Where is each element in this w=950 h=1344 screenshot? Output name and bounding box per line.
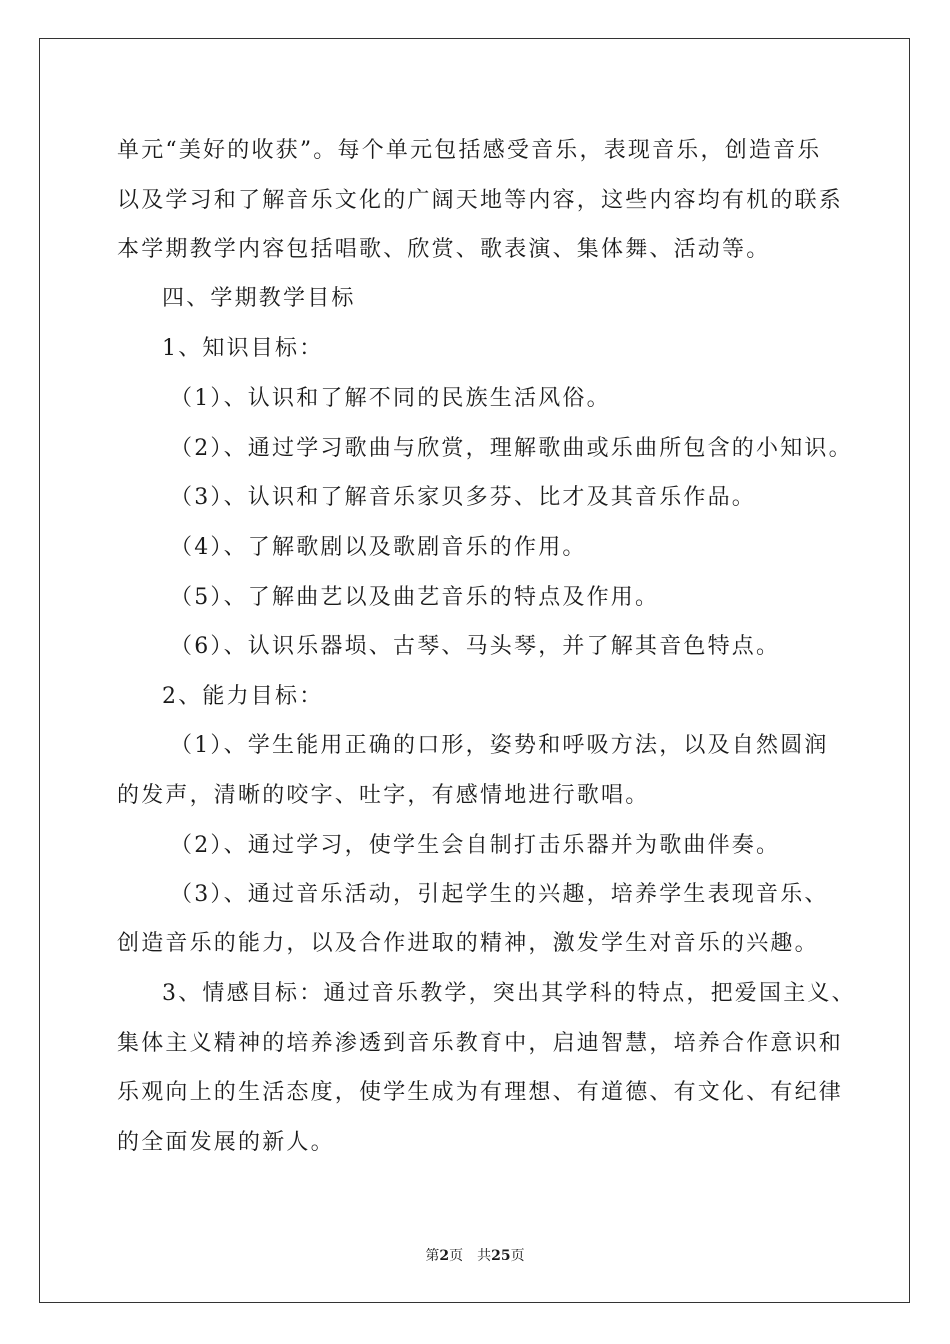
paragraph-line: 的发声，清晰的咬字、吐字，有感情地进行歌唱。 <box>117 783 650 808</box>
page-prefix: 第 <box>425 1248 440 1264</box>
paragraph-line: 集体主义精神的培养渗透到音乐教育中，启迪智慧，培养合作意识和 <box>117 1031 844 1056</box>
page-suffix: 页 <box>449 1248 464 1264</box>
list-item: （3）、通过音乐活动，引起学生的兴趣，培养学生表现音乐、 <box>170 882 829 907</box>
paragraph-line: 单元“美好的收获”。每个单元包括感受音乐，表现音乐，创造音乐 <box>117 138 822 163</box>
paragraph-line: 的全面发展的新人。 <box>117 1130 335 1155</box>
subsection-heading: 1、知识目标： <box>162 336 324 361</box>
list-item: （3）、认识和了解音乐家贝多芬、比才及其音乐作品。 <box>170 485 756 510</box>
list-item: （2）、通过学习，使学生会自制打击乐器并为歌曲伴奏。 <box>170 833 781 858</box>
list-item: （2）、通过学习歌曲与欣赏，理解歌曲或乐曲所包含的小知识。 <box>170 436 853 461</box>
section-heading: 四、学期教学目标 <box>162 286 356 311</box>
page-number: 2 <box>439 1248 450 1264</box>
paragraph-line: 乐观向上的生活态度，使学生成为有理想、有道德、有文化、有纪律 <box>117 1080 844 1105</box>
page-footer <box>0 1247 950 1265</box>
subsection-heading: 2、能力目标： <box>162 684 324 709</box>
list-item: （4）、了解歌剧以及歌剧音乐的作用。 <box>170 535 587 560</box>
paragraph-line: 本学期教学内容包括唱歌、欣赏、歌表演、集体舞、活动等。 <box>117 237 771 262</box>
paragraph-line: 以及学习和了解音乐文化的广阔天地等内容，这些内容均有机的联系 <box>117 188 844 213</box>
subsection-heading: 3、情感目标：通过音乐教学，突出其学科的特点，把爱国主义、 <box>162 981 856 1006</box>
list-item: （6）、认识乐器埙、古琴、马头琴，并了解其音色特点。 <box>170 634 781 659</box>
total-pages: 25 <box>491 1248 511 1264</box>
total-suffix: 页 <box>510 1248 525 1264</box>
paragraph-line: 创造音乐的能力，以及合作进取的精神，激发学生对音乐的兴趣。 <box>117 931 819 956</box>
list-item: （5）、了解曲艺以及曲艺音乐的特点及作用。 <box>170 585 660 610</box>
list-item: （1）、认识和了解不同的民族生活风俗。 <box>170 386 611 411</box>
list-item: （1）、学生能用正确的口形，姿势和呼吸方法，以及自然圆润 <box>170 733 829 758</box>
total-prefix: 共 <box>477 1248 492 1264</box>
page-border <box>39 38 910 1303</box>
